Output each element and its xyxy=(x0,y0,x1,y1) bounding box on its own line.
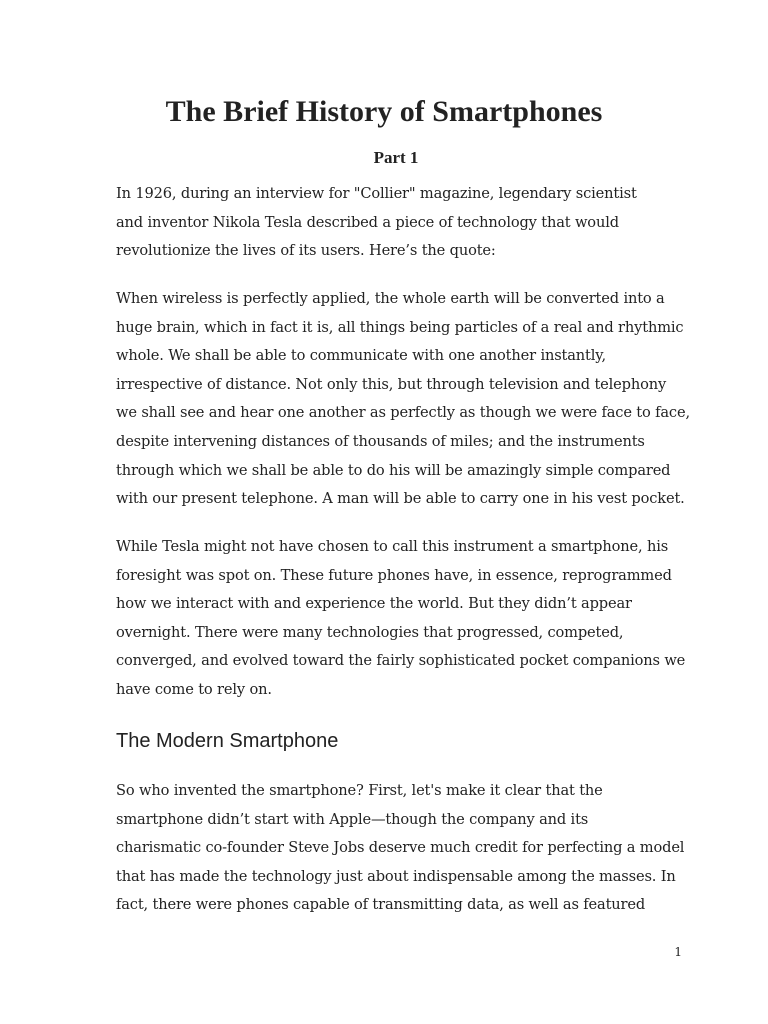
quote-line: huge brain, which in fact it is, all things being particles of a real and rhythmic xyxy=(116,318,684,336)
section-heading: The Modern Smartphone xyxy=(116,730,339,752)
foresight-line: how we interact with and experience the world. But they didn’t appear xyxy=(116,595,632,613)
modern-smartphone-paragraph xyxy=(116,777,686,920)
document-subtitle: Part 1 xyxy=(373,148,419,167)
foresight-paragraph xyxy=(116,533,686,705)
quote-line: we shall see and hear one another as perfectly as though we were face to face, xyxy=(116,404,690,422)
quote-line: despite intervening distances of thousands of miles; and the instruments xyxy=(116,432,645,450)
intro-line: revolutionize the lives of its users. Here’s the quote: xyxy=(116,242,496,260)
foresight-line: overnight. There were many technologies that progressed, competed, xyxy=(116,623,624,641)
page-number: 1 xyxy=(674,945,682,959)
tesla-quote-paragraph xyxy=(116,285,690,514)
modern-line: So who invented the smartphone? First, let's make it clear that the xyxy=(116,782,603,799)
intro-line: and inventor Nikola Tesla described a piece of technology that would xyxy=(116,213,619,231)
quote-line: whole. We shall be able to communicate with one another instantly, xyxy=(116,347,606,365)
quote-line: When wireless is perfectly applied, the whole earth will be converted into a xyxy=(116,290,665,307)
intro-paragraph xyxy=(116,180,686,266)
intro-line: In 1926, during an interview for "Collier" magazine, legendary scientist xyxy=(116,185,637,202)
foresight-line: converged, and evolved toward the fairly sophisticated pocket companions we xyxy=(116,652,686,670)
quote-line: irrespective of distance. Not only this, but through television and telephony xyxy=(116,375,667,393)
modern-line: that has made the technology just about indispensable among the masses. In xyxy=(116,867,676,885)
foresight-line: While Tesla might not have chosen to call this instrument a smartphone, his xyxy=(116,538,669,555)
quote-line: with our present telephone. A man will be able to carry one in his vest pocket. xyxy=(116,490,685,508)
modern-line: charismatic co-founder Steve Jobs deserve much credit for perfecting a model xyxy=(116,839,685,857)
foresight-line: have come to rely on. xyxy=(116,680,272,698)
modern-line: smartphone didn’t start with Apple—though the company and its xyxy=(116,810,589,828)
foresight-line: foresight was spot on. These future phones have, in essence, reprogrammed xyxy=(116,566,672,584)
modern-line: fact, there were phones capable of transmitting data, as well as featured xyxy=(116,896,646,914)
quote-line: through which we shall be able to do his will be amazingly simple compared xyxy=(116,461,671,479)
document-title: The Brief History of Smartphones xyxy=(165,95,603,128)
